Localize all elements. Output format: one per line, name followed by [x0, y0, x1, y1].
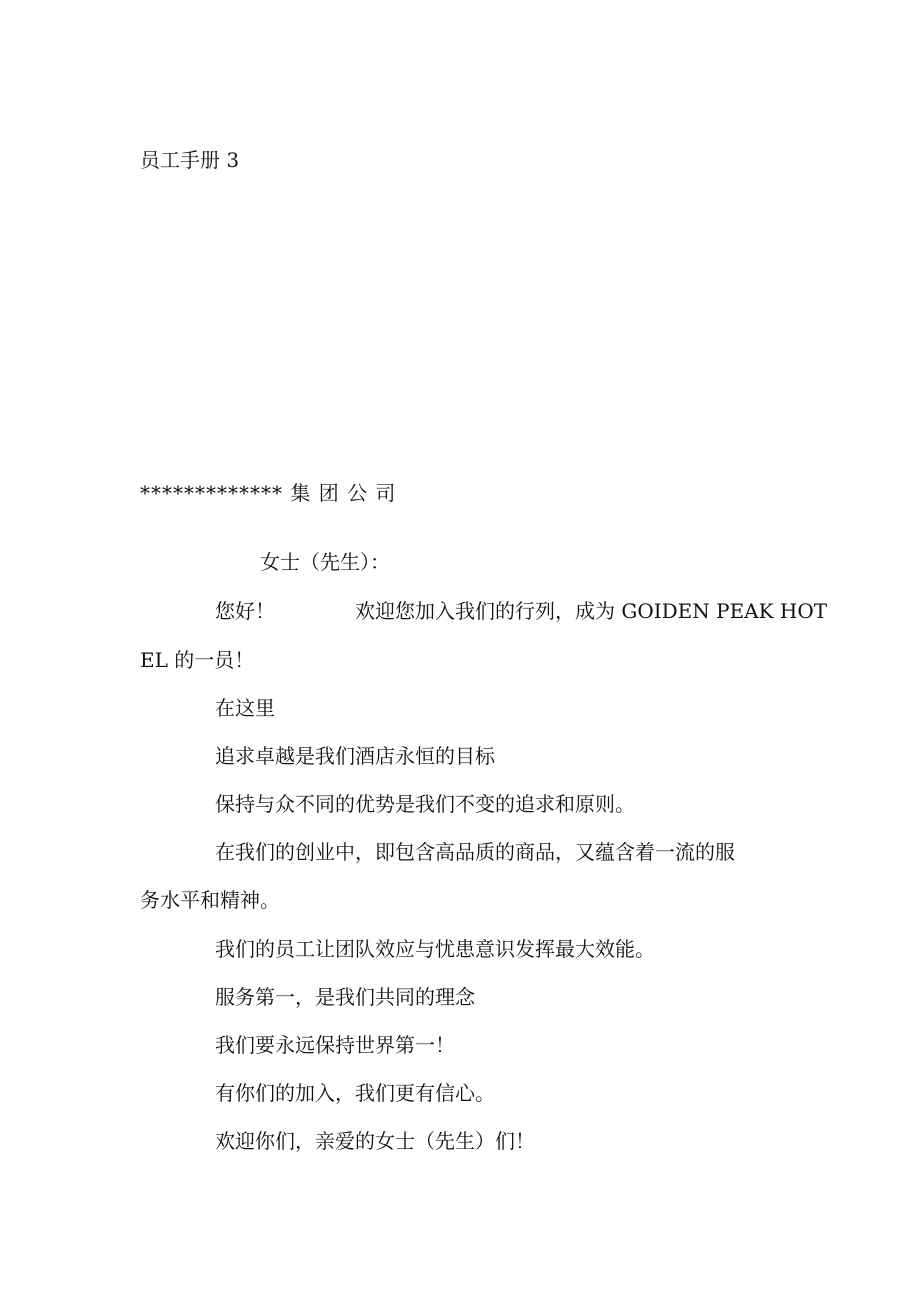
company-name: ************* 集 团 公 司: [140, 481, 397, 505]
paragraph: 服务第一，是我们共同的理念: [215, 985, 475, 1009]
salutation: 女士（先生）：: [260, 550, 390, 574]
welcome-line-continued: EL 的一员！: [140, 648, 255, 672]
paragraph: 追求卓越是我们酒店永恒的目标: [215, 744, 495, 768]
paragraph: 我们的员工让团队效应与忧患意识发挥最大效能。: [215, 937, 655, 961]
paragraph: 我们要永远保持世界第一！: [215, 1033, 455, 1057]
paragraph: 欢迎你们，亲爱的女士（先生）们！: [215, 1129, 535, 1153]
welcome-line: 欢迎您加入我们的行列，成为 GOIDEN PEAK HOT: [355, 599, 828, 623]
paragraph: 有你们的加入，我们更有信心。: [215, 1081, 495, 1105]
paragraph: 在这里: [215, 696, 275, 720]
greeting-hello: 您好！: [215, 599, 275, 623]
paragraph-continued: 务水平和精神。: [140, 888, 280, 912]
paragraph: 保持与众不同的优势是我们不变的追求和原则。: [215, 792, 635, 816]
paragraph: 在我们的创业中，即包含高品质的商品，又蕴含着一流的服: [215, 840, 735, 864]
document-title: 员工手册 3: [140, 148, 240, 172]
